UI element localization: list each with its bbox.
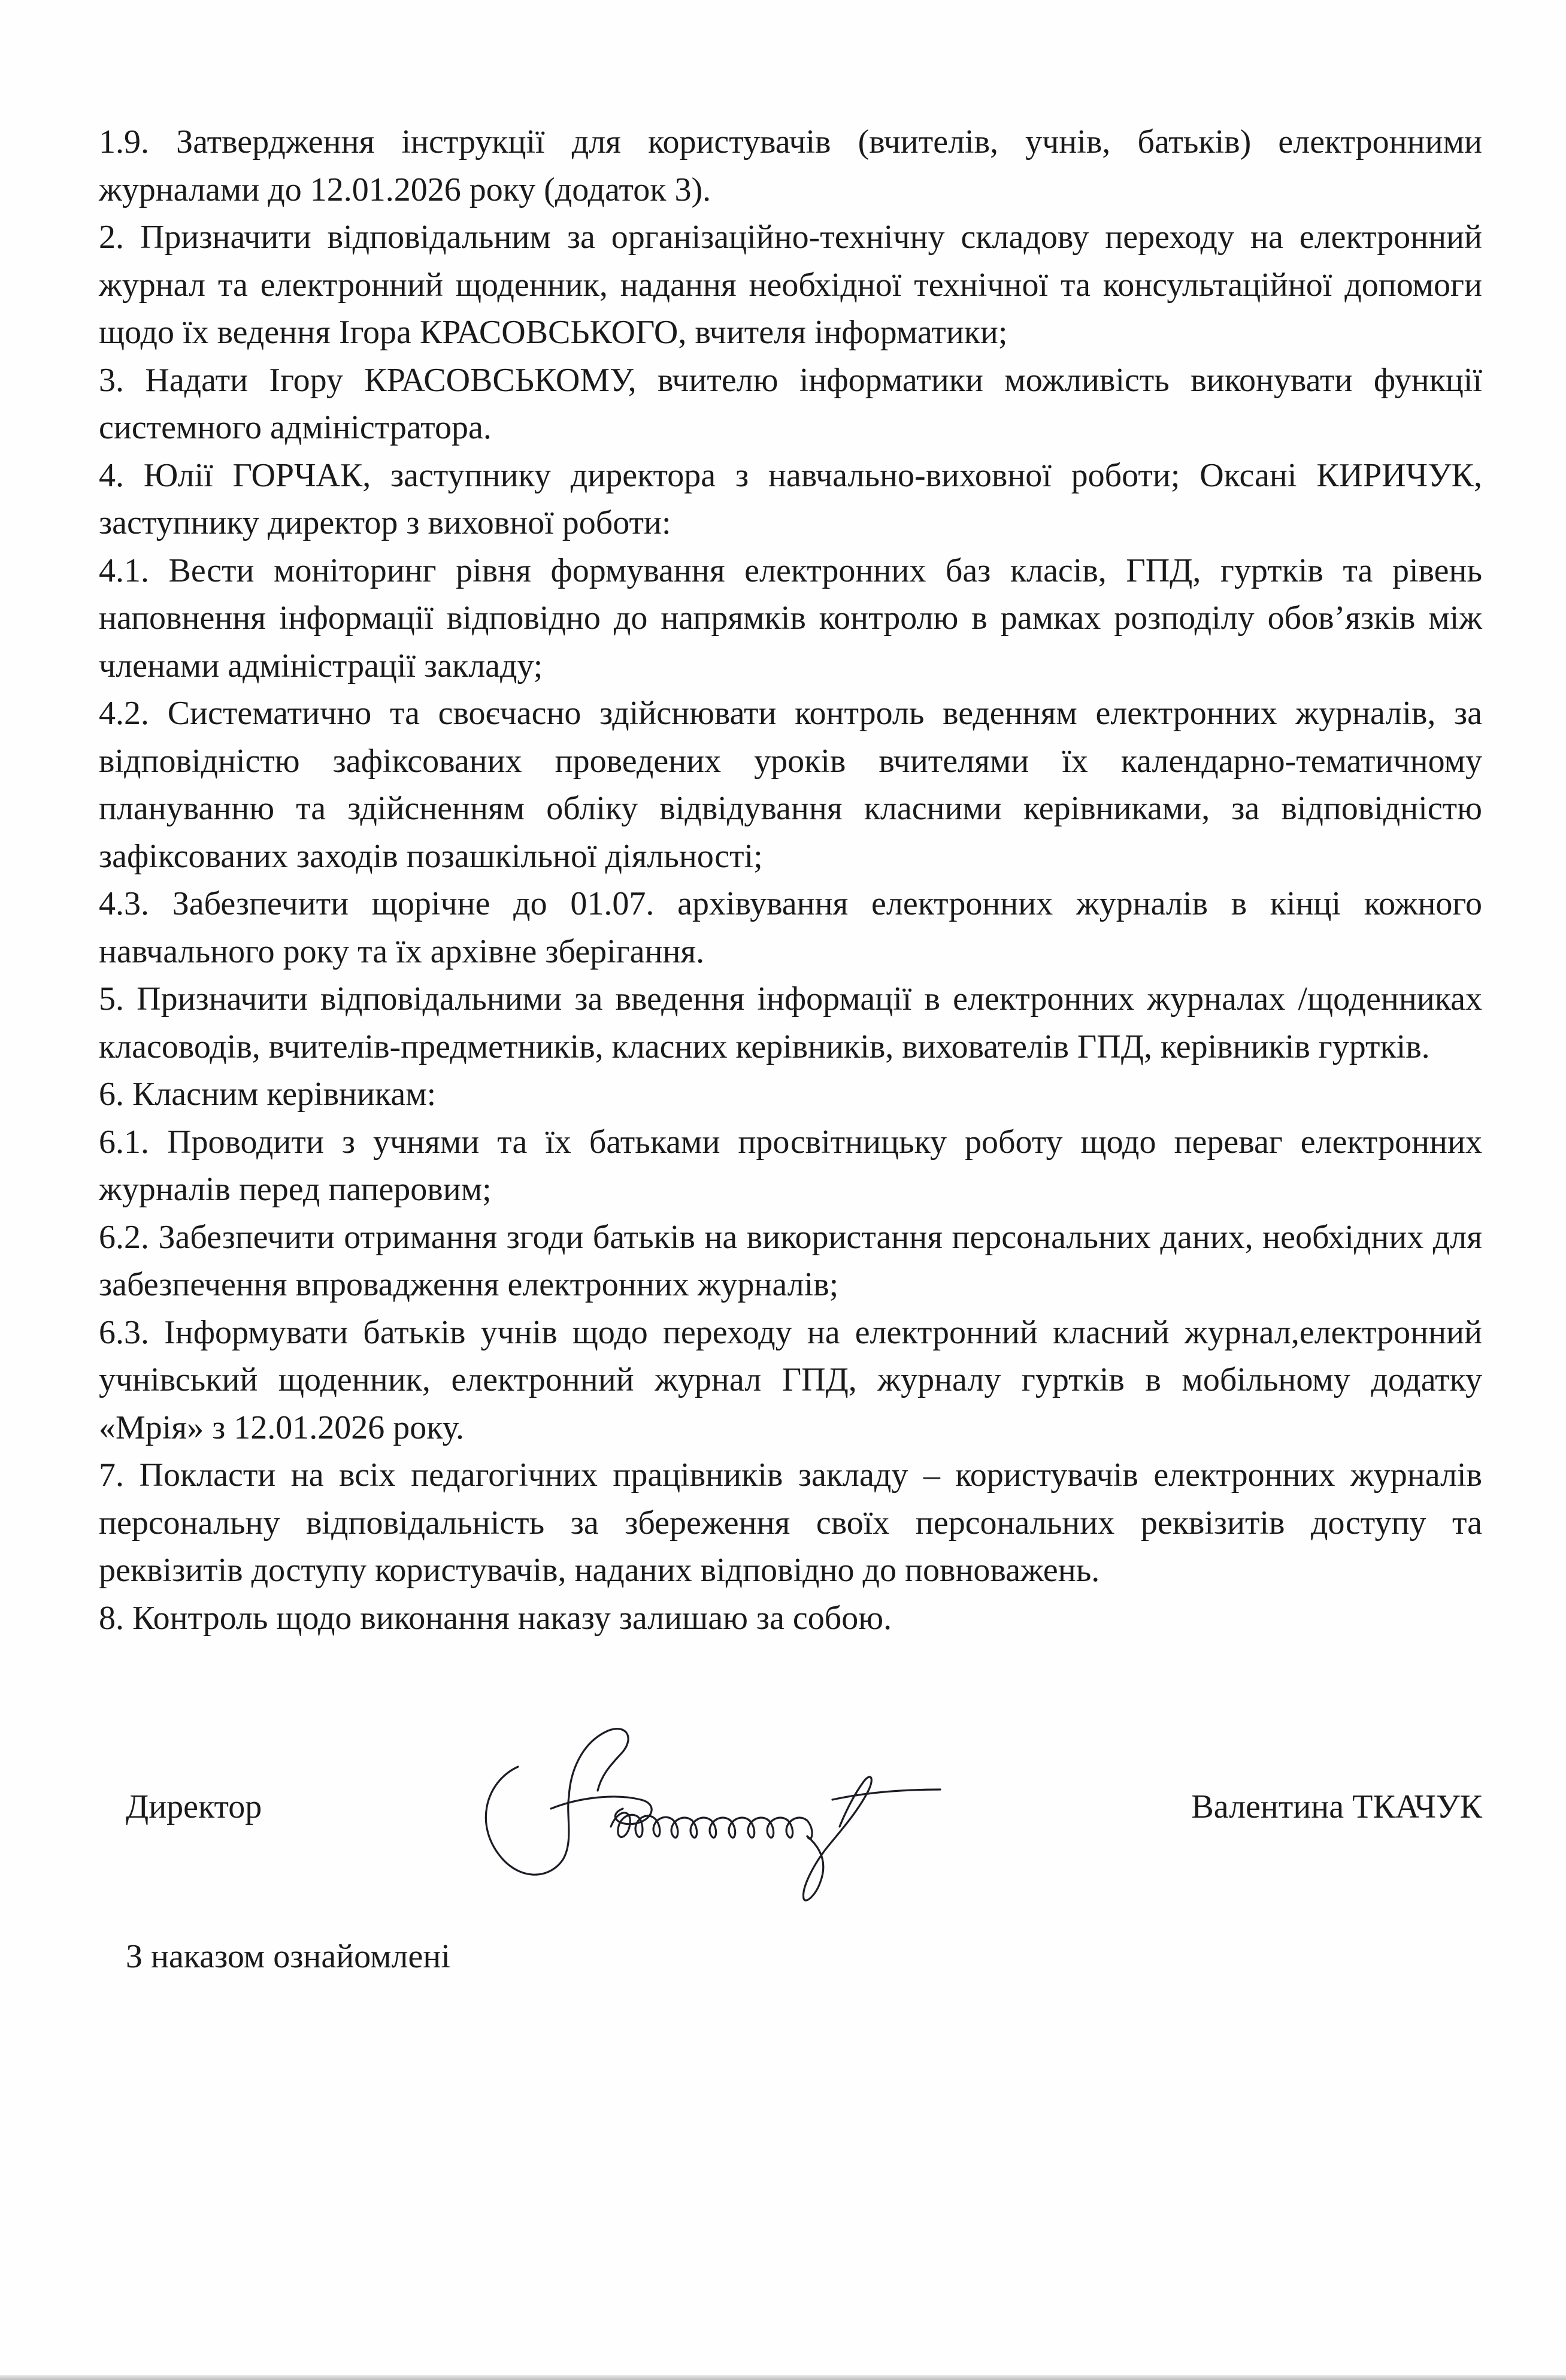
paragraph-5: 5. Призначити відповідальними за введення інформації в електронних журналах /щоденниках класоводів, вчителів-предметників, класних керівників, вихователів ГПД, керівників гуртків. xyxy=(99,980,1482,1065)
acknowledgement-line: З наказом ознайомлені xyxy=(126,1938,450,1975)
handwritten-signature xyxy=(461,1725,952,1922)
paragraph-4-3: 4.3. Забезпечити щорічне до 01.07. архівування електронних журналів в кінці кожного навчального року та їх архівне зберігання. xyxy=(99,885,1482,970)
paragraph-4-2: 4.2. Систематично та своєчасно здійснювати контроль веденням електронних журналів, за відповідністю зафіксованих проведених уроків вчителями їх календарно-тематичному плануванню та здійсненням обліку відвідування класними керівниками, за відповідністю зафіксованих заходів позашкільної діяльності; xyxy=(99,695,1482,875)
signatory-name: Валентина ТКАЧУК xyxy=(1191,1788,1482,1825)
paragraph-3: 3. Надати Ігору КРАСОВСЬКОМУ, вчителю інформатики можливість виконувати функції системного адміністратора. xyxy=(99,361,1482,446)
paragraph-6: 6. Класним керівникам: xyxy=(99,1076,437,1113)
paragraph-2: 2. Призначити відповідальним за організаційно-технічну складову переходу на електронний журнал та електронний щоденник, надання необхідної технічної та консультаційної допомоги щодо їх ведення Ігора КРАСОВСЬКОГО, вчителя інформатики; xyxy=(99,219,1482,351)
paragraph-6-3: 6.3. Інформувати батьків учнів щодо переходу на електронний класний журнал,електронний учнівський щоденник, електронний журнал ГПД, журналу гуртків в мобільному додатку «Мрія» з 12.01.2026 року. xyxy=(99,1313,1482,1446)
signatory-title: Директор xyxy=(126,1788,262,1825)
paragraph-1-9: 1.9. Затвердження інструкції для користувачів (вчителів, учнів, батьків) електронними журналами до 12.01.2026 року (додаток 3). xyxy=(99,123,1482,208)
scan-bottom-edge xyxy=(0,2375,1566,2380)
paragraph-4-1: 4.1. Вести моніторинг рівня формування електронних баз класів, ГПД, гуртків та рівень наповнення інформації відповідно до напрямків контролю в рамках розподілу обов’язків між членами адміністрації закладу; xyxy=(99,552,1482,685)
paragraph-7: 7. Покласти на всіх педагогічних працівників закладу – користувачів електронних журналів персональну відповідальність за збереження своїх персональних реквізитів доступу та реквізитів доступу користувачів, наданих відповідно до повноважень. xyxy=(99,1457,1482,1589)
signature-row xyxy=(0,1725,1566,1940)
paragraph-4: 4. Юлії ГОРЧАК, заступнику директора з навчально-виховної роботи; Оксані КИРИЧУК, заступнику директор з виховної роботи: xyxy=(99,456,1482,541)
document-body xyxy=(99,119,1482,1642)
paragraph-8: 8. Контроль щодо виконання наказу залишаю за собою. xyxy=(99,1599,892,1637)
paragraph-6-2: 6.2. Забезпечити отримання згоди батьків на використання персональних даних, необхідних для забезпечення впровадження електронних журналів; xyxy=(99,1218,1482,1303)
paragraph-6-1: 6.1. Проводити з учнями та їх батьками просвітницьку роботу щодо переваг електронних журналів перед паперовим; xyxy=(99,1123,1482,1208)
